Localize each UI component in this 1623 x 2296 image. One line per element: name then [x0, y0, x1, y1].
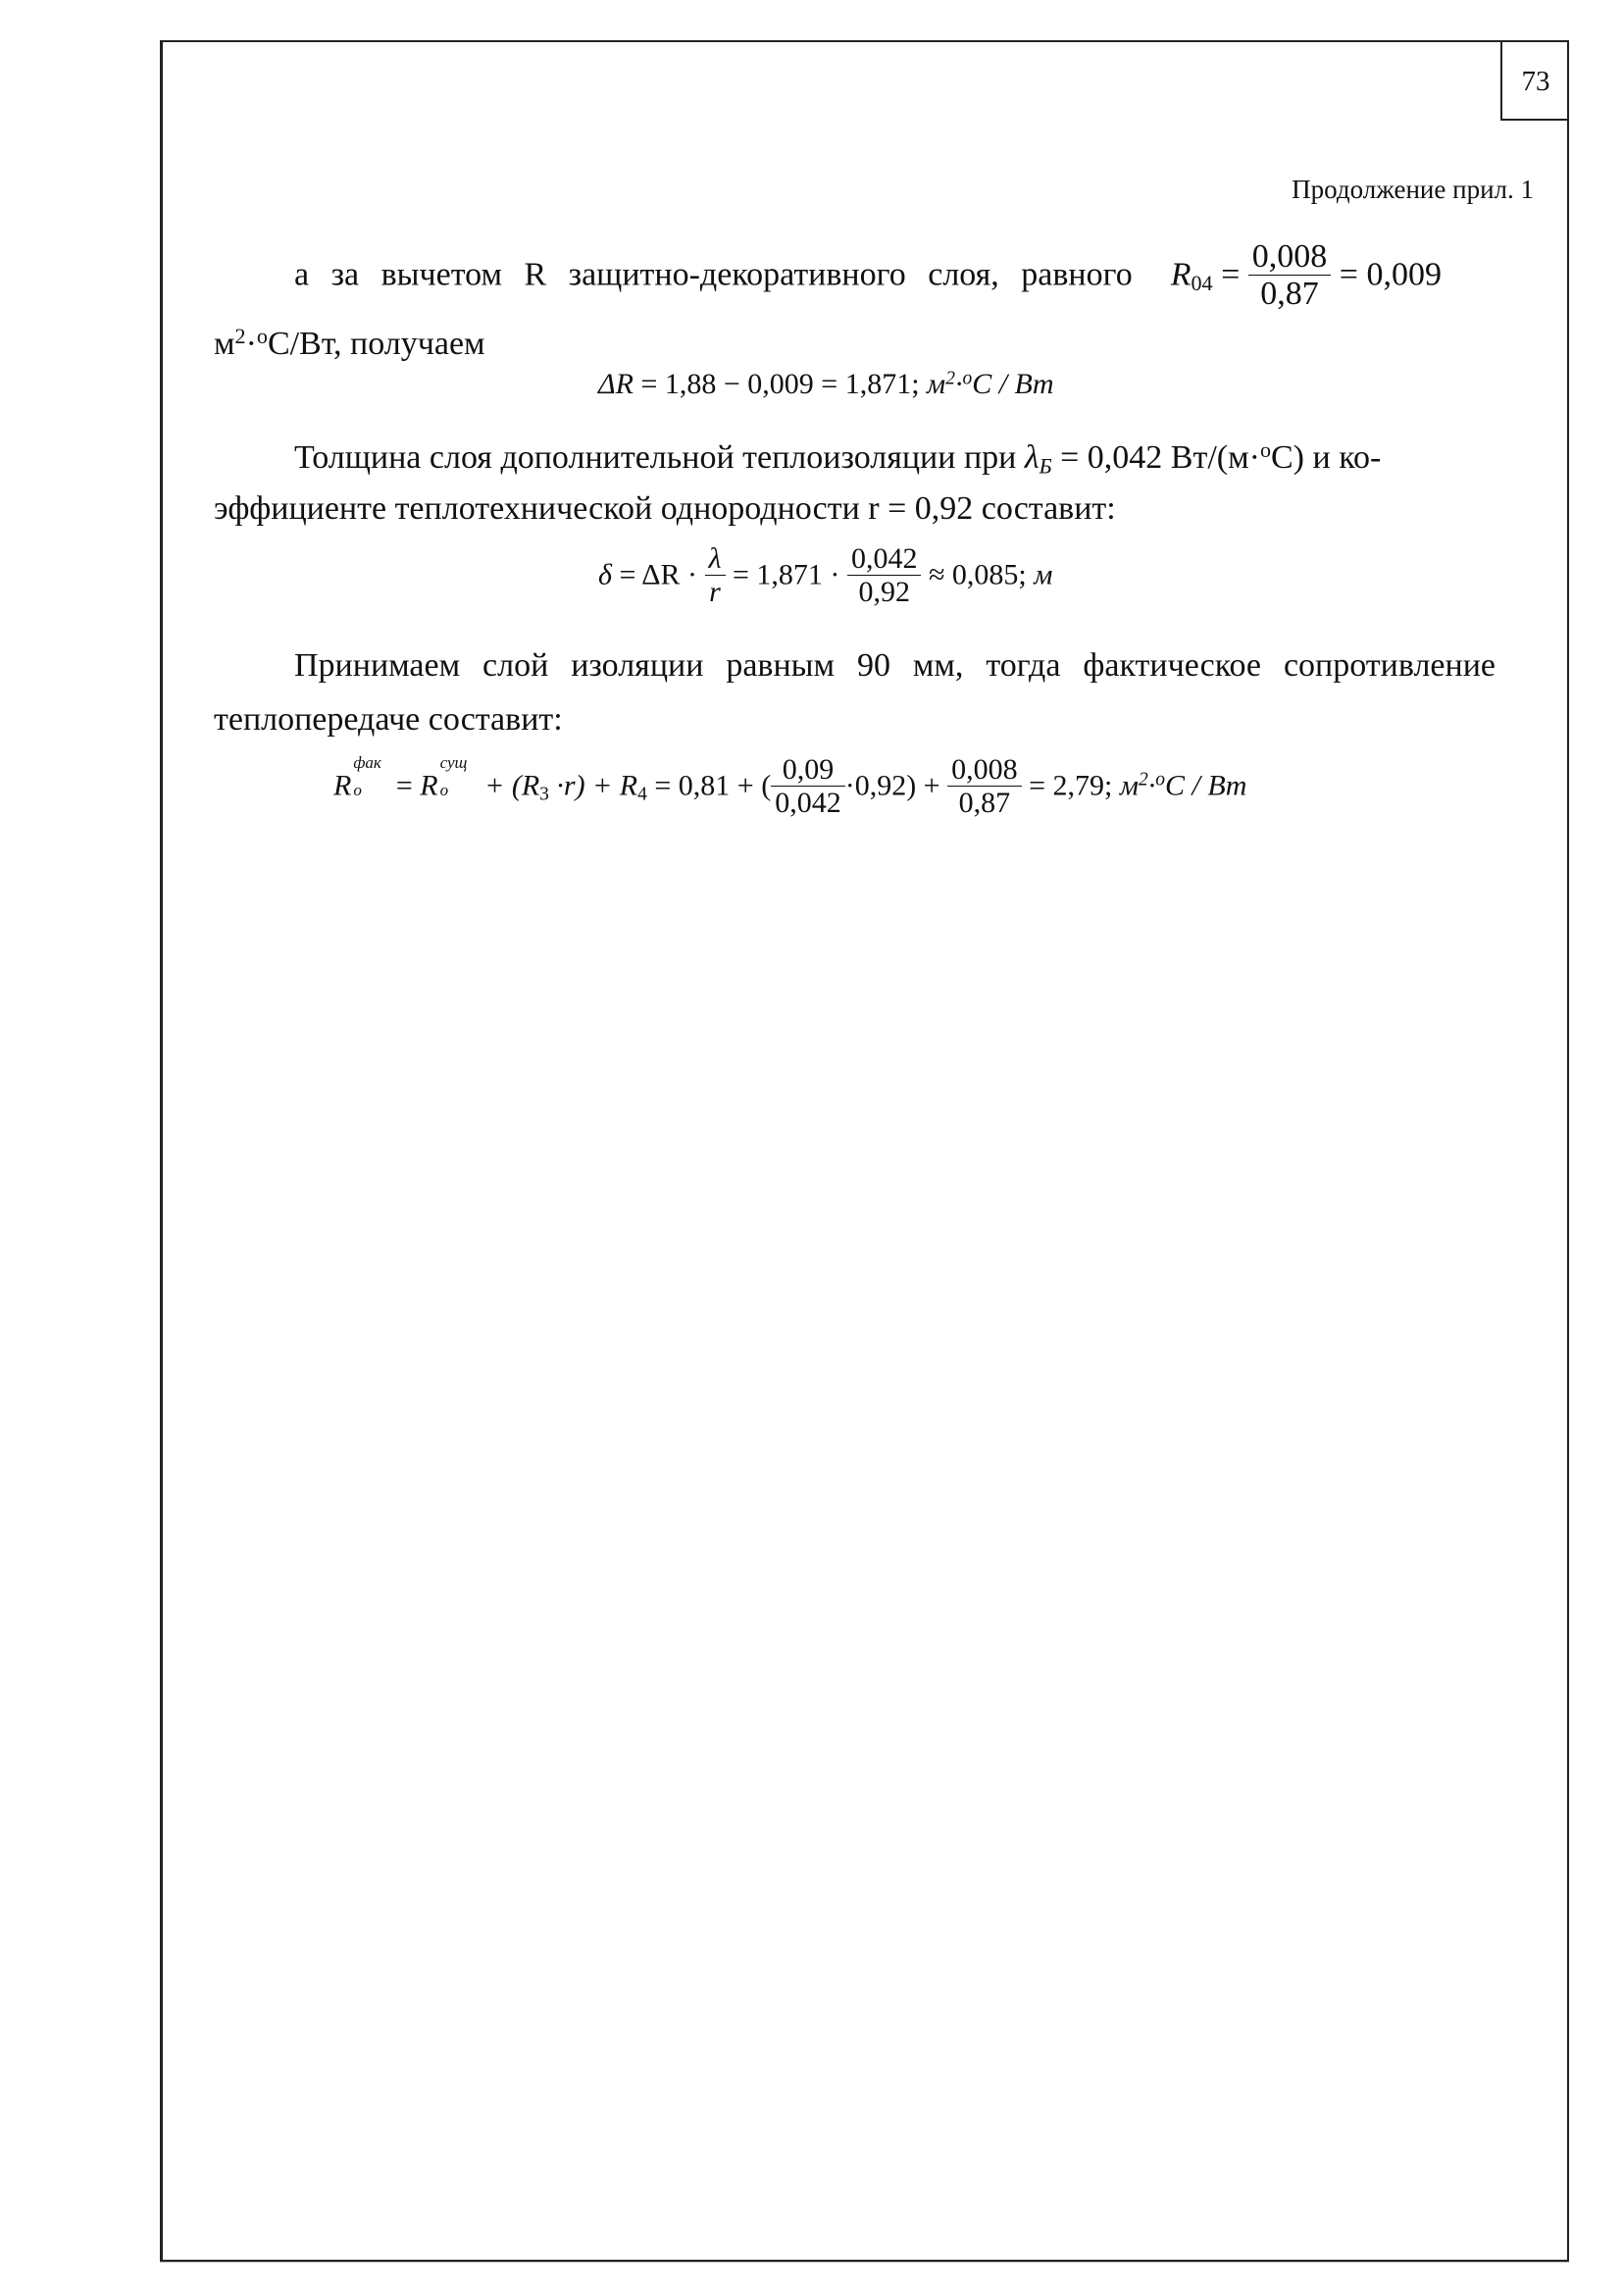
eq2-frac2-den: 0,92: [858, 576, 910, 608]
p2-text-b: = 0,042 Вт/(м·: [1060, 439, 1260, 477]
eq3-unit: м: [1119, 769, 1140, 802]
eq2-frac1-den: r: [709, 576, 721, 608]
eq3-f1-num: 0,09: [771, 753, 845, 787]
paragraph-1-line-1: а за вычетом R защитно-декоративного слоя, равного $R_{04}$ = $\frac{0,008}{0,87}$ = 0,009: [294, 238, 1442, 313]
eq3-fraction-1: [771, 753, 845, 819]
unit-degree: o: [256, 324, 268, 348]
eq3-b: ·r) + R: [556, 769, 638, 802]
paragraph-3-line-1: Принимаем слой изоляции равным 90 мм, тогда фактическое сопротивление: [294, 647, 1496, 684]
p2-text-a: Толщина слоя дополнительной теплоизоляции при: [294, 439, 1017, 477]
bottom-divider: [160, 2262, 1569, 2263]
eq3-f1-den: 0,042: [775, 787, 841, 819]
eq3-r2: R: [420, 769, 438, 802]
eq2-fraction-1: [705, 542, 726, 608]
eq1-lhs: ΔR: [598, 368, 634, 400]
eq1-unit-degree: o: [962, 368, 973, 389]
eq2-frac2-num: 0,042: [847, 542, 922, 576]
eq3-r2-sub: о: [439, 781, 449, 800]
eq3-a: + (R: [484, 769, 540, 802]
eq3-e: = 2,79;: [1029, 769, 1113, 802]
eq2-fraction-2: [847, 542, 922, 608]
page-number: 73: [1500, 42, 1569, 121]
eq2-b: = 1,871 ·: [733, 558, 840, 591]
paragraph-1-line-2: [214, 324, 485, 363]
eq3-f2-num: 0,008: [947, 753, 1022, 787]
paragraph-1-text: а за вычетом R защитно-декоративного слоя, равного: [294, 256, 1133, 293]
eq3-unit-end: C / Bm: [1165, 769, 1247, 802]
eq3-f2-den: 0,87: [958, 787, 1011, 819]
unit-sup: 2: [234, 324, 246, 348]
p2-degree: o: [1259, 437, 1271, 462]
eq3-a-sub: 3: [539, 784, 549, 805]
eq3-unit-dot: ·: [1147, 769, 1156, 802]
equation-delta-r: [598, 368, 1054, 401]
r04-symbol: R: [1170, 256, 1192, 293]
r04-fraction: [1248, 238, 1332, 313]
paragraph-2-line-2: эффициенте теплотехнической однородности r = 0,92 составит:: [214, 490, 1116, 527]
eq1-unit-sup: 2: [945, 368, 955, 389]
eq3-equals: =: [395, 769, 413, 802]
eq3-c: = 0,81 + (: [654, 769, 772, 802]
equation-r-fact: [333, 755, 1246, 821]
lambda-subscript: Б: [1039, 453, 1052, 479]
r04-result: = 0,009: [1339, 256, 1442, 293]
paragraph-3-line-2: теплопередаче составит:: [214, 701, 563, 738]
eq1-unit-end: C / Bm: [972, 368, 1054, 400]
eq3-fraction-2: [947, 753, 1022, 819]
r04-denominator: 0,87: [1260, 276, 1319, 313]
eq2-lhs: δ: [598, 558, 612, 591]
eq3-b-sub: 4: [637, 784, 647, 805]
equation-delta: [598, 544, 1052, 610]
eq3-unit-sup: 2: [1139, 769, 1148, 791]
eq1-unit-dot: ·: [954, 368, 963, 400]
eq3-r-sub: о: [353, 781, 362, 800]
eq3-r: R: [333, 769, 352, 802]
eq1-unit: м: [927, 368, 946, 400]
unit-m: м: [214, 326, 235, 363]
eq3-r2-sup: сущ: [439, 753, 468, 773]
paragraph-2-line-1: [294, 437, 1496, 480]
eq2-unit: м: [1034, 558, 1053, 591]
p2-text-c: С) и ко-: [1271, 439, 1382, 477]
lambda-symbol: λ: [1024, 439, 1040, 477]
eq3-unit-degree: o: [1155, 769, 1166, 791]
eq1-body: = 1,88 − 0,009 = 1,871;: [640, 368, 920, 400]
continuation-label: Продолжение прил. 1: [1292, 175, 1534, 204]
eq2-c: ≈ 0,085;: [928, 558, 1027, 591]
r04-subscript: 04: [1191, 271, 1213, 296]
r04-numerator: 0,008: [1248, 238, 1332, 276]
unit-rest: С/Вт, получаем: [267, 326, 485, 363]
eq3-d: ·0,92) +: [844, 769, 940, 802]
eq2-frac1-num: λ: [705, 542, 726, 576]
unit-dot: ·: [245, 326, 257, 363]
eq2-a: = ΔR ·: [619, 558, 698, 591]
eq3-r-sup: фак: [353, 753, 381, 773]
